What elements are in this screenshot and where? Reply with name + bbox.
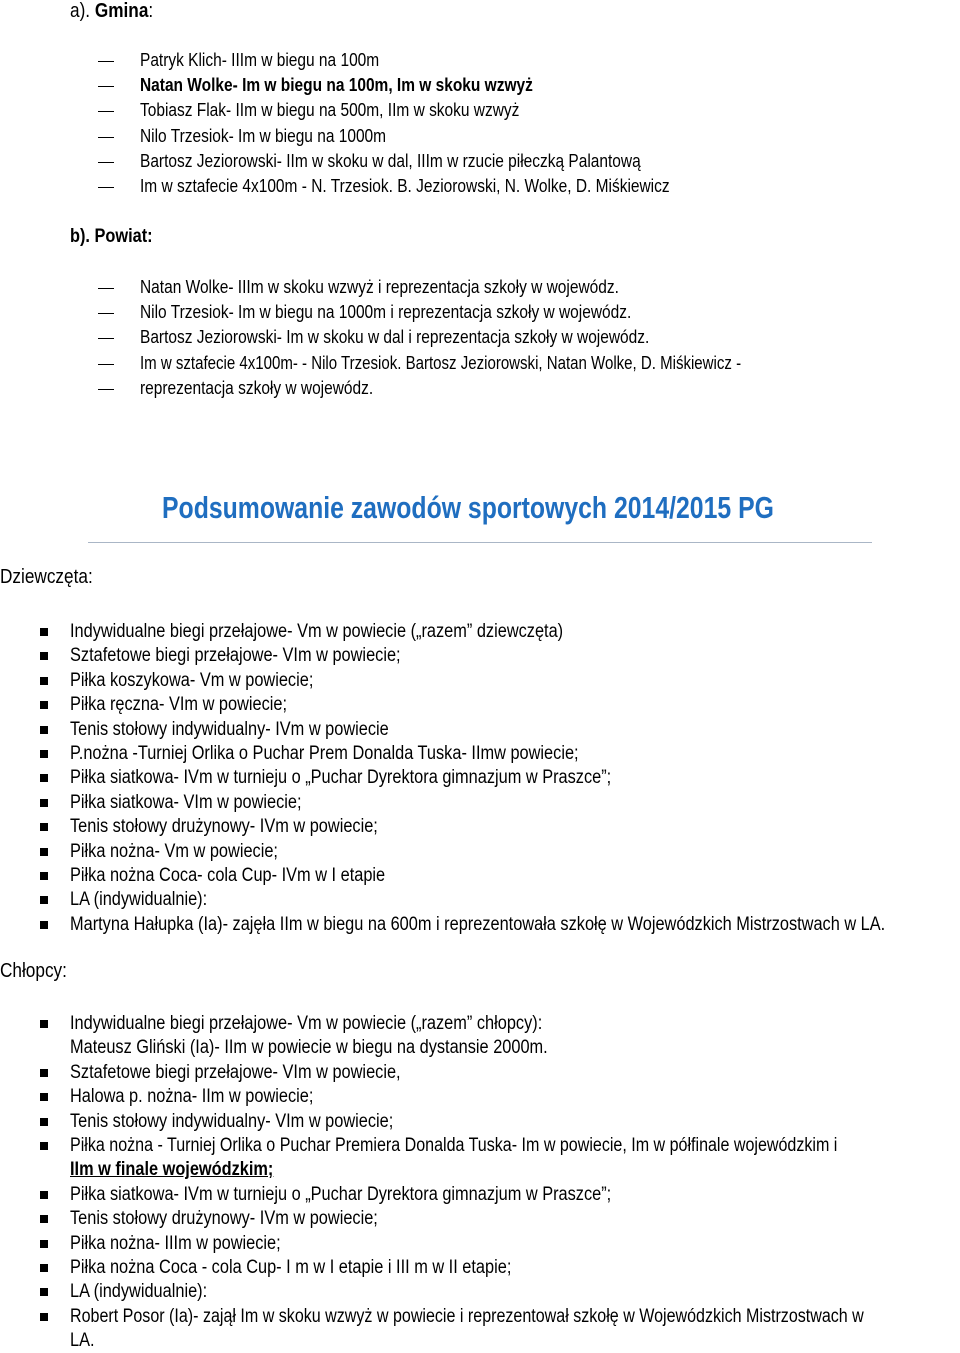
- list-item: Tenis stołowy drużynowy- IVm w powiecie;: [36, 815, 960, 839]
- square-bullet-icon: [40, 848, 48, 856]
- square-bullet-icon: [40, 677, 48, 685]
- list-item: Piłka nożna- Vm w powiecie;: [36, 840, 960, 864]
- square-bullet-icon: [40, 774, 48, 782]
- list-item: [98, 174, 756, 199]
- list-item: LA (indywidualnie):: [36, 1280, 960, 1304]
- item-text: Bartosz Jeziorowski- IIm w skoku w dal, IIIm w rzucie piłeczką Palantową: [140, 150, 641, 171]
- list-item: Piłka siatkowa- VIm w powiecie;: [36, 791, 960, 815]
- list-item: Sztafetowe biegi przełajowe- VIm w powiecie;: [36, 644, 960, 668]
- square-bullet-icon: [40, 726, 48, 734]
- list-item: Piłka nożna Coca - cola Cup- I m w I etapie i III m w II etapie;: [36, 1256, 960, 1280]
- item-text: Nilo Trzesiok- Im w biegu na 1000m: [140, 125, 387, 146]
- page-title: Podsumowanie zawodów sportowych 2014/2015 PG: [162, 490, 774, 525]
- square-bullet-icon: [40, 750, 48, 758]
- section-a-label: a). Gmina:: [70, 0, 154, 22]
- list-item: Piłka nożna- IIIm w powiecie;: [36, 1232, 960, 1256]
- list-item: Piłka ręczna- VIm w powiecie;: [36, 693, 960, 717]
- powiat-list: [98, 275, 860, 401]
- square-bullet-icon: [40, 1069, 48, 1077]
- girls-list: [36, 620, 960, 937]
- square-bullet-icon: [40, 1191, 48, 1199]
- square-bullet-icon: [40, 823, 48, 831]
- item-text: Natan Wolke- Im w biegu na 100m, Im w skoku wzwyż: [140, 75, 533, 96]
- list-item-continuation: Mateusz Gliński (Ia)- IIm w powiecie w biegu na dystansie 2000m.: [70, 1037, 548, 1059]
- list-item: Piłka nożna Coca- cola Cup- IVm w I etapie: [36, 864, 960, 888]
- square-bullet-icon: [40, 1215, 48, 1223]
- list-item: P.nożna -Turniej Orlika o Puchar Prem Donalda Tuska- IImw powiecie;: [36, 742, 960, 766]
- square-bullet-icon: [40, 896, 48, 904]
- list-item: Indywidualne biegi przełajowe- Vm w powiecie („razem” dziewczęta): [36, 620, 960, 644]
- gmina-list: [98, 48, 756, 199]
- boys-label: Chłopcy:: [0, 960, 67, 982]
- list-item: [98, 73, 756, 98]
- list-item: Robert Posor (Ia)- zajął Im w skoku wzwyż w powiecie i reprezentował szkołę w Wojewódzkich Mistrzostwach w: [36, 1305, 960, 1329]
- list-item-continuation: IIm w finale wojewódzkim;: [70, 1159, 274, 1181]
- list-item: Piłka siatkowa- IVm w turnieju o „Puchar Dyrektora gimnazjum w Praszce”;: [36, 766, 960, 790]
- section-b-label: b). Powiat:: [70, 226, 153, 247]
- square-bullet-icon: [40, 1020, 48, 1028]
- square-bullet-icon: [40, 799, 48, 807]
- square-bullet-icon: [40, 1240, 48, 1248]
- list-item: Tenis stołowy indywidualny- VIm w powiecie;: [36, 1110, 960, 1134]
- list-item: [98, 149, 756, 174]
- square-bullet-icon: [40, 921, 48, 929]
- list-item: Bartosz Jeziorowski- Im w skoku w dal i reprezentacja szkoły w wojewódz.: [98, 325, 860, 350]
- square-bullet-icon: [40, 1142, 48, 1150]
- list-item: Sztafetowe biegi przełajowe- VIm w powiecie,: [36, 1061, 960, 1085]
- list-item: Tenis stołowy indywidualny- IVm w powiecie: [36, 718, 960, 742]
- list-item: Tenis stołowy drużynowy- IVm w powiecie;: [36, 1207, 960, 1231]
- list-item: Nilo Trzesiok- Im w biegu na 1000m i reprezentacja szkoły w wojewódz.: [98, 300, 860, 325]
- list-item-continuation: LA.: [70, 1330, 95, 1352]
- list-item: Halowa p. nożna- IIm w powiecie;: [36, 1085, 960, 1109]
- girls-label: Dziewczęta:: [0, 566, 93, 588]
- list-item-continuation: reprezentacja szkoły w wojewódz.: [98, 376, 860, 401]
- list-item: Indywidualne biegi przełajowe- Vm w powiecie („razem” chłopcy):: [36, 1012, 960, 1036]
- list-item: [98, 48, 756, 73]
- square-bullet-icon: [40, 1118, 48, 1126]
- title-divider: [88, 542, 872, 543]
- list-item: Im w sztafecie 4x100m- - Nilo Trzesiok. Bartosz Jeziorowski, Natan Wolke, D. Miśkiewicz -: [98, 351, 860, 376]
- square-bullet-icon: [40, 701, 48, 709]
- list-item: LA (indywidualnie):: [36, 888, 960, 912]
- list-item: [98, 124, 756, 149]
- item-text: Tobiasz Flak- IIm w biegu na 500m, IIm w skoku wzwyż: [140, 100, 520, 121]
- list-item: Piłka koszykowa- Vm w powiecie;: [36, 669, 960, 693]
- list-item: [98, 98, 756, 123]
- list-item: Piłka nożna - Turniej Orlika o Puchar Premiera Donalda Tuska- Im w powiecie, Im w półfinale wojewódzkim i: [36, 1134, 960, 1158]
- item-text: Patryk Klich- IIIm w biegu na 100m: [140, 50, 380, 70]
- square-bullet-icon: [40, 872, 48, 880]
- square-bullet-icon: [40, 1093, 48, 1101]
- square-bullet-icon: [40, 1264, 48, 1272]
- list-item: Piłka siatkowa- IVm w turnieju o „Puchar Dyrektora gimnazjum w Praszce”;: [36, 1183, 960, 1207]
- square-bullet-icon: [40, 652, 48, 660]
- boys-list: [36, 1012, 960, 1353]
- list-item: Martyna Hałupka (Ia)- zajęła IIm w biegu na 600m i reprezentowała szkołę w Wojewódzkich Mistrzostwach w LA.: [36, 913, 960, 937]
- square-bullet-icon: [40, 1313, 48, 1321]
- square-bullet-icon: [40, 1288, 48, 1296]
- item-text: Im w sztafecie 4x100m - N. Trzesiok. B. Jeziorowski, N. Wolke, D. Miśkiewicz: [140, 175, 670, 196]
- square-bullet-icon: [40, 628, 48, 636]
- list-item: Natan Wolke- IIIm w skoku wzwyż i reprezentacja szkoły w wojewódz.: [98, 275, 860, 300]
